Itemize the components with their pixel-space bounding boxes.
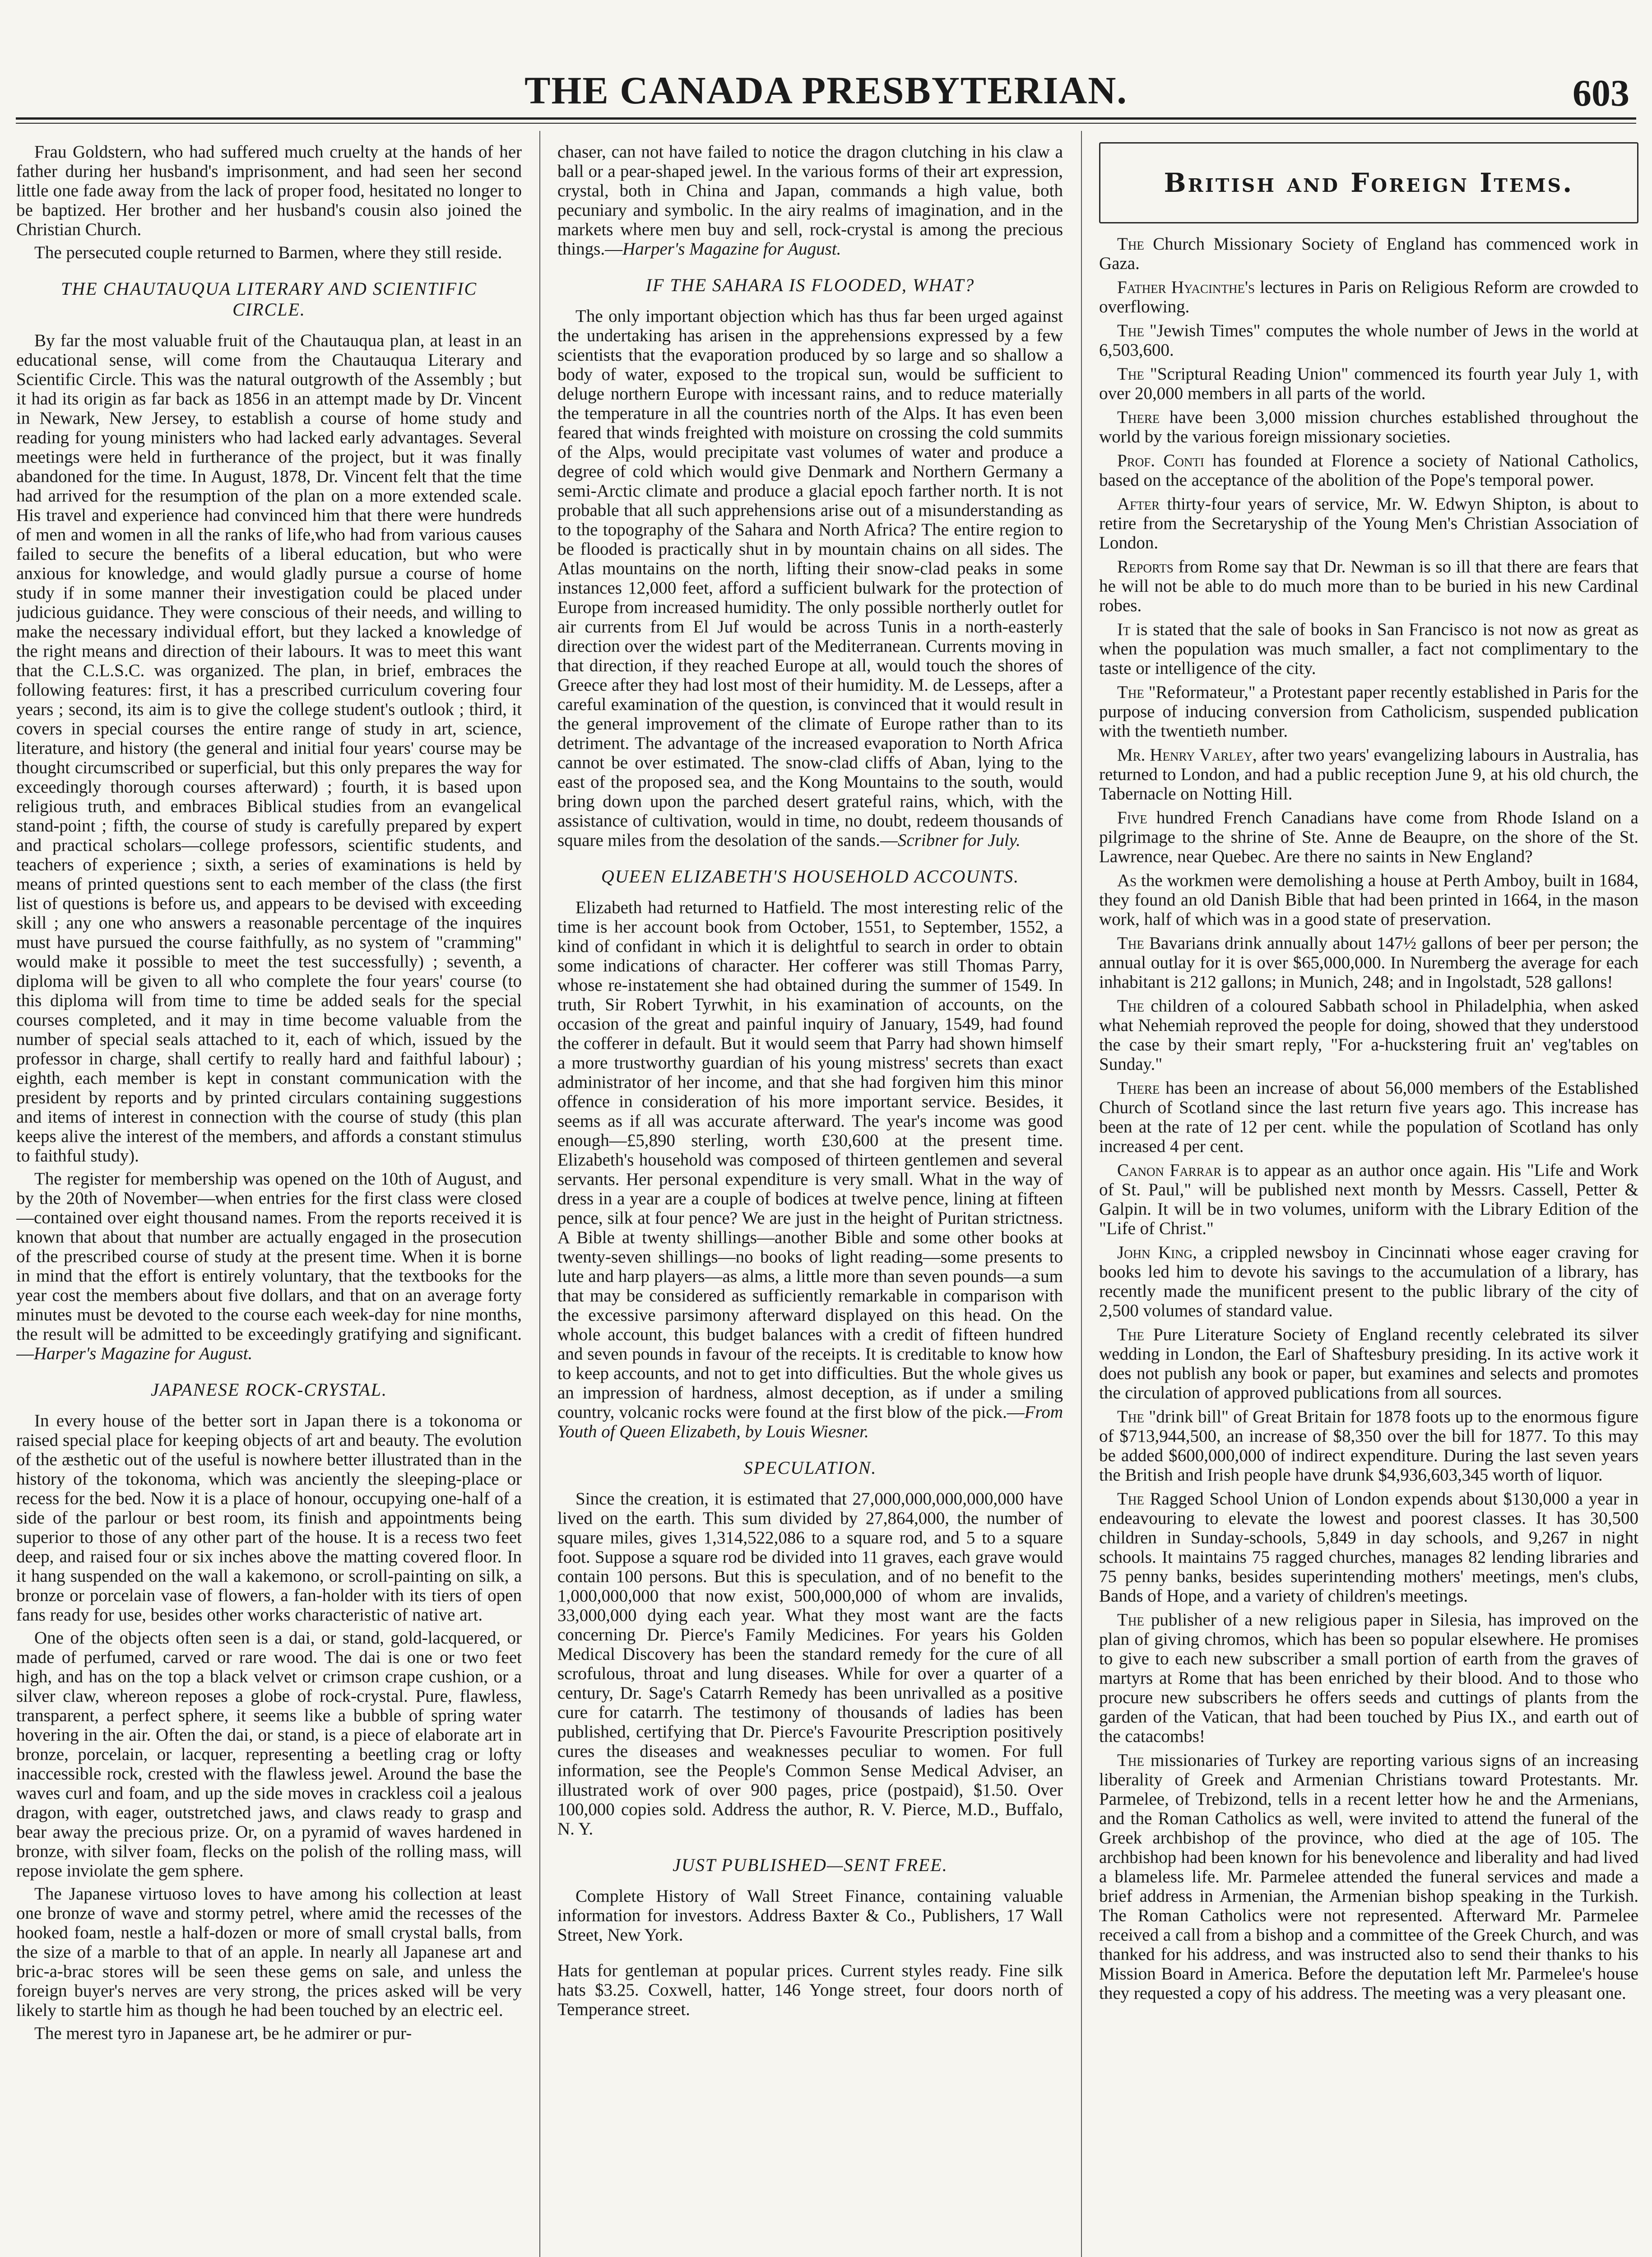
column-divider-right <box>1081 131 1082 2257</box>
news-item <box>1099 996 1638 1074</box>
news-item <box>1099 745 1638 803</box>
section-heading-sahara: IF THE SAHARA IS FLOODED, WHAT? <box>645 275 975 295</box>
column-divider-left <box>539 131 540 2257</box>
news-item <box>1099 451 1638 490</box>
news-item <box>1099 1407 1638 1485</box>
news-item-text: children of a coloured Sabbath school in Philadelphia, when asked what Nehemiah reproved the people for doing, showed that they understood the case by their smart reply, "For a-huckstering fruit an' veg'tables on Sunday." <box>1099 996 1638 1074</box>
news-item-text: "Jewish Times" computes the whole number of Jews in the world at 6,503,600. <box>1099 321 1638 360</box>
news-item-lead: The <box>1117 1751 1144 1770</box>
news-item <box>1099 557 1638 615</box>
news-item <box>1099 234 1638 273</box>
news-item-text: Pure Literature Society of England recently celebrated its silver wedding in London, the Earl of Shaftesbury presiding. In its active work it does not publish any book or paper, but examines and selects and promotes the circulation of approved publications from all sources. <box>1099 1325 1638 1402</box>
article-paragraph <box>557 307 1063 850</box>
news-item-text: Bavarians drink annually about 147½ gallons of beer per person; the annual outlay for it is over $65,000,000. In Nuremberg the average for each inhabitant is 212 gallons; in Munich, 248; and in Ingolstadt, 528 gallons! <box>1099 933 1638 992</box>
section-heading-elizabeth: QUEEN ELIZABETH'S HOUSEHOLD ACCOUNTS. <box>601 866 1020 887</box>
news-item-lead: As <box>1117 871 1137 890</box>
section-heading-speculation: SPECULATION. <box>743 1458 877 1478</box>
news-item-text: has been an increase of about 56,000 members of the Established Church of Scotland since the last return five years ago. This increase has been at the rate of 12 per cent. while the population of Scotland has only increased 4 per cent. <box>1099 1078 1638 1156</box>
section-heading-chautauqua: THE CHAUTAUQUA LITERARY AND SCIENTIFIC CIRCLE. <box>61 279 477 320</box>
news-item <box>1099 1243 1638 1320</box>
british-foreign-items-title: British and Foreign Items. <box>1164 167 1574 198</box>
news-item <box>1099 408 1638 446</box>
news-item-lead: The <box>1117 234 1144 254</box>
page-number: 603 <box>1573 72 1629 114</box>
source-citation: From Youth of Queen Elizabeth, by Louis Wiesner. <box>557 1402 1063 1441</box>
news-item-lead: Father Hyacinthe's <box>1117 278 1255 297</box>
news-item-lead: There <box>1117 408 1160 427</box>
article-paragraph: In every house of the better sort in Japan there is a tokonoma or raised special place for keeping objects of art and beauty. The evolution of the æsthetic out of the useful is nowhere better illustrated than in the history of the tokonoma, which was anciently the sleeping-place or recess for the bed. Now it is a place of honour, occupying one-half of a side of the parlour or best room, its finish and appointments being superior to those of any other part of the house. It is a recess two feet deep, and raised four or six inches above the matting covered floor. In it hang suspended on the wall a kakemono, or scroll-painting on silk, a bronze or porcelain vase of flowers, a fan-holder with its tiers of open fans ready for use, besides other works characteristic of native art. <box>16 1411 522 1625</box>
news-item-lead: The <box>1117 996 1144 1016</box>
news-item-text: thirty-four years of service, Mr. W. Edwyn Shipton, is about to retire from the Secretaryship of the Young Men's Christian Association of London. <box>1099 494 1638 553</box>
news-item-lead: The <box>1117 1325 1144 1344</box>
news-item-text: hundred French Canadians have come from Rhode Island on a pilgrimage to the shrine of Ste. Anne de Beaupre, on the shore of the St. Lawrence, near Quebec. Are there no saints in New England? <box>1099 808 1638 866</box>
news-item-text: have been 3,000 mission churches established throughout the world by the various foreign missionary societies. <box>1099 408 1638 446</box>
news-item-lead: It <box>1117 620 1131 639</box>
paragraph-text: chaser, can not have failed to notice the dragon clutching in his claw a ball or a pear-shaped jewel. In the various forms of their art expression, crystal, both in China and Japan, commands a high value, both pecuniary and symbolic. In the airy realms of imagination, and in the markets where men buy and sell, rock-crystal is among the precious things.— <box>557 142 1063 259</box>
news-item-text: publisher of a new religious paper in Silesia, has improved on the plan of giving chromos, which has been so popular elsewhere. He promises to give to each new subscriber a small portion of earth from the graves of martyrs at Rome that has been enriched by their blood. And to those who procure new subscribers he offers seeds and cuttings of plants from the garden of the Vatican, that had been touched by Pius IX., and earth out of the catacombs! <box>1099 1610 1638 1746</box>
news-item <box>1099 808 1638 866</box>
section-heading-just-published: JUST PUBLISHED—SENT FREE. <box>673 1855 948 1875</box>
news-item <box>1099 1610 1638 1746</box>
news-items-list <box>1099 234 1638 2003</box>
news-item <box>1099 1751 1638 2003</box>
hat-advertisement <box>557 1961 1063 2019</box>
masthead-rule-thick <box>16 117 1636 120</box>
news-item-lead: Canon Farrar <box>1117 1161 1222 1180</box>
news-item-lead: Prof. Conti <box>1117 451 1204 470</box>
news-item-text: is to appear as an author once again. His "Life and Work of St. Paul," will be published next month by Messrs. Cassell, Petter & Galpin. It will be in two volumes, uniform with the Library Edition of the "Life of Christ." <box>1099 1161 1638 1238</box>
article-paragraph: The merest tyro in Japanese art, be he admirer or pur- <box>34 2024 412 2043</box>
news-item-text: after two years' evangelizing labours in Australia, has returned to London, and had a public reception June 9, at his old church, the Tabernacle on Notting Hill. <box>1099 745 1638 803</box>
news-item-text: "Reformateur," a Protestant paper recently established in Paris for the purpose of inducing conversion from Catholicism, suspended publication with the twentieth number. <box>1099 683 1638 741</box>
news-item-lead: The <box>1117 364 1144 384</box>
column-1 <box>16 142 522 2257</box>
article-paragraph <box>557 142 1063 259</box>
column-2 <box>557 142 1063 2257</box>
news-item-text: Ragged School Union of London expends about $130,000 a year in endeavouring to elevate the lowest and poorest classes. It has 30,500 children in Sunday-schools, 5,849 in day schools, and 9,267 in night schools. It maintains 75 ragged churches, manages 82 lending libraries and 75 penny banks, besides superintending mothers' meetings, men's clubs, Bands of Hope, and a variety of children's meetings. <box>1099 1489 1638 1606</box>
news-item-lead: The <box>1117 933 1144 953</box>
news-item <box>1099 321 1638 360</box>
news-item <box>1099 1489 1638 1606</box>
news-item-lead: The <box>1117 321 1144 340</box>
paragraph-text: The only important objection which has thus far been urged against the undertaking has arisen in the apprehensions expressed by a few scientists that the evaporation produced by so large and so shallow a body of water, exposed to the tropical sun, would be sufficient to deluge northern Europe with incessant rains, and to reduce materially the temperature in all the countries north of the Alps. It has even been feared that winds freighted with moisture on crossing the cold summits of the Alps, would precipitate vast volumes of water and produce a degree of cold which would give Denmark and Northern Germany a semi-Arctic climate and produce a glacial epoch farther north. It is not probable that all such apprehensions arise out of a misunderstanding as to the topography of the Sahara and North Africa? The entire region to be flooded is practically shut in by mountain chains on all sides. The Atlas mountains on the north, lifting their snow-clad peaks in some instances 12,000 feet, afford a sufficient bulwark for the protection of Europe from increased humidity. The only possible northerly outlet for air currents from El Juf would be across Tunis in a north-easterly direction over the widest part of the Mediterranean. Currents moving in that direction, if they reached Europe at all, would touch the shores of Greece after they had lost most of their humidity. M. de Lesseps, after a careful examination of the question, is convinced that it would result in the general improvement of the climate of Europe rather than to its detriment. The advantage of the increased evaporation to North Africa cannot be over estimated. The snow-clad cliffs of Aban, lying to the east of the proposed sea, and the Kong Mountains to the south, would bring down upon the parched desert grateful rains, which, with the assistance of cultivation, would in time, no doubt, redeem thousands of square miles from the desolation of the sands.— <box>557 307 1063 850</box>
source-citation: Scribner for July. <box>897 831 1021 850</box>
article-paragraph: One of the objects often seen is a dai, or stand, gold-lacquered, or made of perfumed, carved or rare wood. The dai is one or two feet high, and has on the top a black velvet or crimson crape cushion, or a silver claw, whereon reposes a globe of rock-crystal. Pure, flawless, transparent, a perfect sphere, it seems like a bubble of spring water hovering in the air. Often the dai, or stand, is a piece of elaborate art in bronze, porcelain, or lacquer, representing a beetling crag or lofty inaccessible rock, crested with the flawless jewel. Around the base the waves curl and foam, and up the side moves in crackless coil a jealous dragon, with eager, outstretched jaws, and claws ready to grasp and bear away the precious prize. Or, on a pyramid of waves hardened in bronze, with silver foam, flecks on the polish of the rolling mass, will repose inviolate the gem sphere. <box>16 1628 522 1881</box>
paragraph-text: Elizabeth had returned to Hatfield. The most interesting relic of the time is her account book from October, 1551, to September, 1552, a kind of confidant in which it is delightful to search in order to obtain some indications of character. Her cofferer was still Thomas Parry, whose re-instatement she had obtained during the summer of 1549. In truth, Sir Robert Tyrwhit, in his examination of accounts, on the occasion of the great and painful inquiry of January, 1549, had found the cofferer in default. But it would seem that Parry had shown himself a more trustworthy guardian of his young mistress' secrets than exact administrator of her income, and that she had forgiven him this minor offence in consideration of his more important service. Besides, it seems as if all was accurate afterward. The year's income was good enough—£5,890 sterling, worth £30,600 at the present time. Elizabeth's household was composed of thirteen gentlemen and several servants. Her personal expenditure is very small. What in the way of dress in a year are a couple of bodices at twelve pence, lining at fifteen pence, silk at four pence? We are just in the height of Puritan strictness. A Bible at twenty shillings—another Bible and some other books at twenty-seven shillings—no books of light reading—some presents to lute and harp players—as alms, a little more than seven pounds—a sum that may be considered as sufficiently remarkable in comparison with the excessive parsimony afterward displayed on this head. On the whole account, this budget balances with a credit of fifteen hundred and seven pounds in favour of the receipts. It is creditable to know how to keep accounts, and not to get into difficulties. But the whole gives us an impression of hardness, almost deception, as if under a smiling country, volcanic rocks were found at the first blow of the pick.— <box>557 898 1063 1422</box>
news-item-lead: Reports <box>1117 557 1174 576</box>
news-item <box>1099 871 1638 929</box>
section-heading-rock-crystal: JAPANESE ROCK-CRYSTAL. <box>150 1379 388 1400</box>
news-item <box>1099 278 1638 316</box>
news-item-text: "Scriptural Reading Union" commenced its fourth year July 1, with over 20,000 members in all parts of the world. <box>1099 364 1638 403</box>
article-paragraph: Frau Goldstern, who had suffered much cruelty at the hands of her father during her husband's imprisonment, and had seen her second little one fade away from the lack of proper food, hesitated no longer to be baptized. Her brother and her husband's cousin also joined the Christian Church. <box>16 142 522 239</box>
news-item-lead: John King, <box>1117 1243 1197 1262</box>
source-citation: Harper's Magazine for August. <box>34 1344 253 1363</box>
news-item <box>1099 494 1638 553</box>
news-item <box>1099 620 1638 678</box>
news-item-lead: The <box>1117 1489 1144 1509</box>
article-paragraph: The persecuted couple returned to Barmen, where they still reside. <box>34 243 502 262</box>
article-paragraph: Complete History of Wall Street Finance, containing valuable information for investors. Address Baxter & Co., Publishers, 17 Wall Street, New York. <box>557 1886 1063 1945</box>
news-item-lead: The <box>1117 1407 1144 1426</box>
news-item <box>1099 1325 1638 1402</box>
article-paragraph <box>16 1169 522 1363</box>
news-item-lead: The <box>1117 1610 1144 1630</box>
news-item <box>1099 1078 1638 1156</box>
news-item-text: is stated that the sale of books in San Francisco is not now as great as when the population was much smaller, a fact not complimentary to the taste or intelligence of the city. <box>1099 620 1638 678</box>
column-3 <box>1099 142 1638 2257</box>
news-item-lead: After <box>1117 494 1160 514</box>
advertisement-text: Hats for gentleman at popular prices. Current styles ready. Fine silk hats $3.25. Coxwell, hatter, 146 Yonge street, four doors north of Temperance street. <box>557 1961 1063 2019</box>
news-item <box>1099 1161 1638 1238</box>
paragraph-text: The register for membership was opened on the 10th of August, and by the 20th of November—when entries for the first class were closed—contained over eight thousand names. From the reports received it is known that about that number are actually engaged in the prosecution of the prescribed course of study at the present time. When it is borne in mind that the effort is entirely voluntary, that the textbooks for the year cost the members about five dollars, and that on an average forty minutes must be devoted to the course each week-day for nine months, the result will be admitted to be exceedingly gratifying and significant.— <box>16 1169 522 1363</box>
news-item <box>1099 683 1638 741</box>
article-paragraph <box>557 898 1063 1441</box>
masthead <box>0 0 1652 135</box>
news-item-lead: There <box>1117 1078 1160 1098</box>
news-item-lead: Five <box>1117 808 1147 827</box>
news-item-text: the workmen were demolishing a house at Perth Amboy, built in 1684, they found an old Danish Bible that had been printed in 1664, in the mason work, half of which was in a good state of preservation. <box>1099 871 1638 929</box>
news-item <box>1099 933 1638 992</box>
news-item-text: missionaries of Turkey are reporting various signs of an increasing liberality of Greek and Armenian Christians toward Protestants. Mr. Parmelee, of Trebizond, tells in a recent letter how he and the Armenians, and the Roman Catholics as well, were invited to attend the funeral of the Greek archbishop of the province, who died at the age of 105. The archbishop had been known for his benevolence and liberality and had lived a blameless life. Mr. Parmelee attended the funeral services and made a brief address in Armenian, the Armenian bishop speaking in the Turkish. The Roman Catholics were not represented. Afterward Mr. Parmelee received a call from a bishop and a committee of the Greek Church, and was thanked for his address, and was instructed also to send their thanks to his Mission Board in America. Before the deputation left Mr. Parmelee's house they requested a copy of his address. The meeting was a very pleasant one. <box>1099 1751 1638 2003</box>
news-item-text: a crippled newsboy in Cincinnati whose eager craving for books led him to devote his savings to the accumulation of a library, has recently made the munificent present to the public library of the city of 2,500 volumes of standard value. <box>1099 1243 1638 1320</box>
article-paragraph: The Japanese virtuoso loves to have among his collection at least one bronze of wave and stormy petrel, where amid the recesses of the hooked foam, nestle a half-dozen or more of small crystal balls, from the size of a marble to that of an apple. In nearly all Japanese art and bric-a-brac stores will be seen these gems on sale, and unless the foreign buyer's nerves are very strong, the prices asked will be very likely to startle him as though he had been touched by an electric eel. <box>16 1884 522 2020</box>
article-paragraph: Since the creation, it is estimated that 27,000,000,000,000,000 have lived on the earth. This sum divided by 27,864,000, the number of square miles, gives 1,314,522,086 to a square rod, and 5 to a square foot. Suppose a square rod be divided into 11 graves, each grave would contain 100 persons. But this is speculation, and of no benefit to the 1,000,000,000 that now exist, 500,000,000 of whom are invalids, 33,000,000 dying each year. What they most want are the facts concerning Dr. Pierce's Family Medicines. For years his Golden Medical Discovery has been the standard remedy for the cure of all scrofulous, throat and lung diseases. While for over a quarter of a century, Dr. Sage's Catarrh Remedy has been unrivalled as a positive cure for catarrh. The testimony of thousands of ladies has been published, certifying that Dr. Pierce's Favourite Prescription positively cures the diseases and weaknesses peculiar to women. For full information, see the People's Common Sense Medical Adviser, an illustrated work of over 900 pages, price (postpaid), $1.50. Over 100,000 copies sold. Address the author, R. V. Pierce, M.D., Buffalo, N. Y. <box>557 1489 1063 1839</box>
news-item-text: "drink bill" of Great Britain for 1878 foots up to the enormous figure of $713,944,500, an increase of $8,350 over the bill for 1877. To this may be added $600,000,000 of indirect expenditure. During the last seven years the British and Irish people have drunk $4,936,603,345 worth of liquor. <box>1099 1407 1638 1485</box>
news-item-text: from Rome say that Dr. Newman is so ill that there are fears that he will not be able to do much more than to be buried in his new Cardinal robes. <box>1099 557 1638 615</box>
news-item-text: has founded at Florence a society of National Catholics, based on the acceptance of the abolition of the Pope's temporal power. <box>1099 451 1638 490</box>
news-item-text: Church Missionary Society of England has commenced work in Gaza. <box>1099 234 1638 273</box>
masthead-rule-thin <box>16 123 1636 124</box>
source-citation: Harper's Magazine for August. <box>622 239 841 259</box>
british-foreign-items-banner <box>1099 142 1638 223</box>
news-item-text: lectures in Paris on Religious Reform are crowded to overflowing. <box>1099 278 1638 316</box>
masthead-title: THE CANADA PRESBYTERIAN. <box>524 69 1128 112</box>
news-item <box>1099 364 1638 403</box>
news-item-lead: Mr. Henry Varley, <box>1117 745 1257 765</box>
news-item-lead: The <box>1117 683 1144 702</box>
article-paragraph: By far the most valuable fruit of the Chautauqua plan, at least in an educational sense, will come from the Chautauqua Literary and Scientific Circle. This was the natural outgrowth of the Assembly ; but it had its origin as far back as 1856 in an attempt made by Dr. Vincent in Newark, New Jersey, to establish a course of home study and reading for young ministers who had lacked early advantages. Several meetings were held in furtherance of the project, but it was finally abandoned for the time. In August, 1878, Dr. Vincent felt that the time had arrived for the resumption of the plan on a more extended scale. His travel and experience had convinced him that there were hundreds of men and women in all the ranks of life,who had from various causes failed to secure the benefits of a liberal education, but who were anxious for knowledge, and would gladly pursue a course of home study if in some manner their investigation could be placed under judicious guidance. They were conscious of their needs, and willing to make the necessary individual effort, but they lacked a knowledge of the right means and direction of their labours. It was to meet this want that the C.L.S.C. was organized. The plan, in brief, embraces the following features: first, it has a prescribed curriculum covering four years ; second, its aim is to give the college student's outlook ; third, it covers in special courses the entire range of study in art, science, literature, and history (the general and initial four years' course may be thought circumscribed or superficial, but this only prepares the way for exceedingly thorough courses afterward) ; fourth, it is based upon religious truth, and embraces Biblical studies from an evangelical stand-point ; fifth, the course of study is carefully prepared by expert and practical scholars—college professors, scientific students, and teachers of experience ; sixth, a series of examinations is held by means of printed questions sent to each member of the class (the first list of questions is before us, and appears to be devised with exceeding skill ; any one who answers a reasonable percentage of the inquires must have pursued the course faithfully, as no system of "cramming" would make it possible to meet the test successfully) ; seventh, a diploma will be given to all who complete the four years' course (to this diploma will from time to time be added seals for the special courses completed, and it may in time become valuable from the number of special seals attached to it, each of which, issued by the professor in charge, shall certify to really hard and faithful labour) ; eighth, each member is kept in constant communication with the president by reports and by printed circulars containing suggestions and items of interest in connection with the course of study (this plan keeps alive the interest of the members, and affords a constant stimulus to faithful study). <box>16 331 522 1166</box>
